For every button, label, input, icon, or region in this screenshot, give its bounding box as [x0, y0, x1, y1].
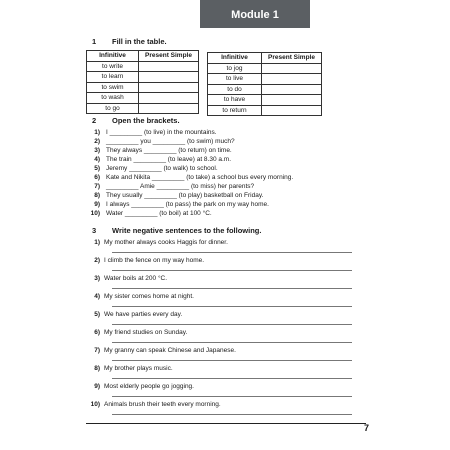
item-number: 1): [94, 239, 100, 246]
section1-title: Fill in the table.: [112, 37, 167, 46]
footer-rule: [86, 423, 366, 424]
item-text: I always _________ (to pass) the park on my way home.: [106, 201, 269, 208]
answer-line[interactable]: [112, 324, 352, 325]
table-cell-verb: to do: [208, 84, 262, 95]
section2-title: Open the brackets.: [112, 116, 180, 125]
item-text: My mother always cooks Haggis for dinner.: [104, 239, 228, 246]
item-text: Animals brush their teeth every morning.: [104, 401, 221, 408]
list-item: [86, 165, 218, 174]
table-cell-verb: to write: [87, 61, 139, 72]
item-number: 6): [94, 329, 100, 336]
list-item: [86, 192, 263, 201]
table-row: [87, 72, 199, 83]
item-number: 3): [94, 275, 100, 282]
table-cell-verb: to jog: [208, 63, 262, 74]
page-number: 7: [364, 423, 370, 433]
item-text: They usually _________ (to play) basketball on Friday.: [106, 192, 264, 199]
section3-title: Write negative sentences to the following.: [112, 226, 262, 235]
item-text: My brother plays music.: [104, 365, 173, 372]
section2-number: 2: [92, 116, 97, 125]
table-row: [87, 61, 199, 72]
list-item: [86, 147, 232, 156]
table-cell-answer[interactable]: [139, 72, 199, 83]
item-number: 9): [94, 201, 100, 208]
list-item: [86, 174, 293, 183]
item-text: Most elderly people go jogging.: [104, 383, 194, 390]
answer-line[interactable]: [112, 252, 352, 253]
item-number: 8): [94, 365, 100, 372]
table-cell-verb: to swim: [87, 82, 139, 93]
item-number: 5): [94, 165, 100, 172]
table-row: [208, 105, 322, 116]
table-row: [87, 82, 199, 93]
item-text: I _________ (to live) in the mountains.: [106, 129, 217, 136]
item-text: My sister comes home at night.: [104, 293, 194, 300]
item-text: They always _________ (to return) on time.: [106, 147, 232, 154]
item-text: We have parties every day.: [104, 311, 183, 318]
item-text: Kate and Nikita _________ (to take) a school bus every morning.: [106, 174, 294, 181]
table-row: [208, 74, 322, 85]
answer-line[interactable]: [112, 288, 352, 289]
table-left-header-present-simple: Present Simple: [139, 51, 199, 62]
list-item: [86, 239, 228, 246]
answer-line[interactable]: [112, 414, 352, 415]
list-item: [86, 365, 173, 372]
list-item: [86, 293, 194, 300]
answer-line[interactable]: [112, 270, 352, 271]
item-number: 4): [94, 156, 100, 163]
list-item: [86, 257, 204, 264]
table-row: [208, 84, 322, 95]
list-item: [86, 383, 194, 390]
table-cell-verb: to go: [87, 103, 139, 114]
list-item: [86, 183, 254, 192]
item-number: 2): [94, 138, 100, 145]
table-right-header-infinitive: Infinitive: [208, 53, 262, 64]
item-number: 7): [94, 183, 100, 190]
list-item: [86, 138, 235, 147]
table-cell-verb: to live: [208, 74, 262, 85]
answer-line[interactable]: [112, 342, 352, 343]
table-cell-answer[interactable]: [139, 82, 199, 93]
item-text: The train _________ (to leave) at 8.30 a.m.: [106, 156, 232, 163]
table-row: [87, 103, 199, 114]
table-cell-answer[interactable]: [262, 95, 322, 106]
table-cell-verb: to return: [208, 105, 262, 116]
table-cell-answer[interactable]: [262, 84, 322, 95]
item-text: Water boils at 200 °C.: [104, 275, 168, 282]
table-row: [208, 95, 322, 106]
list-item: [86, 347, 236, 354]
item-text: I climb the fence on my way home.: [104, 257, 205, 264]
section3-number: 3: [92, 226, 97, 235]
table-right: [207, 52, 322, 116]
item-number: 4): [94, 293, 100, 300]
answer-line[interactable]: [112, 378, 352, 379]
item-number: 10): [90, 401, 100, 408]
list-item: [86, 201, 269, 210]
list-item: [86, 311, 182, 318]
table-cell-answer[interactable]: [262, 63, 322, 74]
item-text: Jeremy _________ (to walk) to school.: [106, 165, 218, 172]
table-cell-answer[interactable]: [139, 93, 199, 104]
table-row: [87, 93, 199, 104]
answer-line[interactable]: [112, 306, 352, 307]
table-left-header-infinitive: Infinitive: [87, 51, 139, 62]
table-cell-verb: to learn: [87, 72, 139, 83]
item-text: My friend studies on Sunday.: [104, 329, 188, 336]
item-number: 5): [94, 311, 100, 318]
table-right-header-present-simple: Present Simple: [262, 53, 322, 64]
list-item: [86, 329, 187, 336]
item-number: 7): [94, 347, 100, 354]
item-number: 2): [94, 257, 100, 264]
item-number: 8): [94, 192, 100, 199]
answer-line[interactable]: [112, 360, 352, 361]
section1-number: 1: [92, 37, 97, 46]
item-text: _________ Amie _________ (to miss) her parents?: [106, 183, 255, 190]
list-item: [86, 156, 231, 165]
item-number: 3): [94, 147, 100, 154]
table-cell-answer[interactable]: [139, 103, 199, 114]
table-row: [208, 63, 322, 74]
list-item: [86, 275, 167, 282]
table-cell-verb: to wash: [87, 93, 139, 104]
item-text: Water _________ (to boil) at 100 °C.: [106, 210, 212, 217]
answer-line[interactable]: [112, 396, 352, 397]
table-left: [86, 50, 199, 114]
item-number: 9): [94, 383, 100, 390]
list-item: [86, 210, 212, 219]
list-item: [86, 401, 221, 408]
table-cell-answer[interactable]: [262, 105, 322, 116]
item-number: 10): [90, 210, 100, 217]
table-cell-verb: to have: [208, 95, 262, 106]
list-item: [86, 129, 217, 138]
item-text: _________ you _________ (to swim) much?: [106, 138, 235, 145]
item-number: 1): [94, 129, 100, 136]
item-number: 6): [94, 174, 100, 181]
item-text: My granny can speak Chinese and Japanese.: [104, 347, 236, 354]
module-banner: Module 1: [200, 0, 310, 28]
table-cell-answer[interactable]: [139, 61, 199, 72]
table-cell-answer[interactable]: [262, 74, 322, 85]
